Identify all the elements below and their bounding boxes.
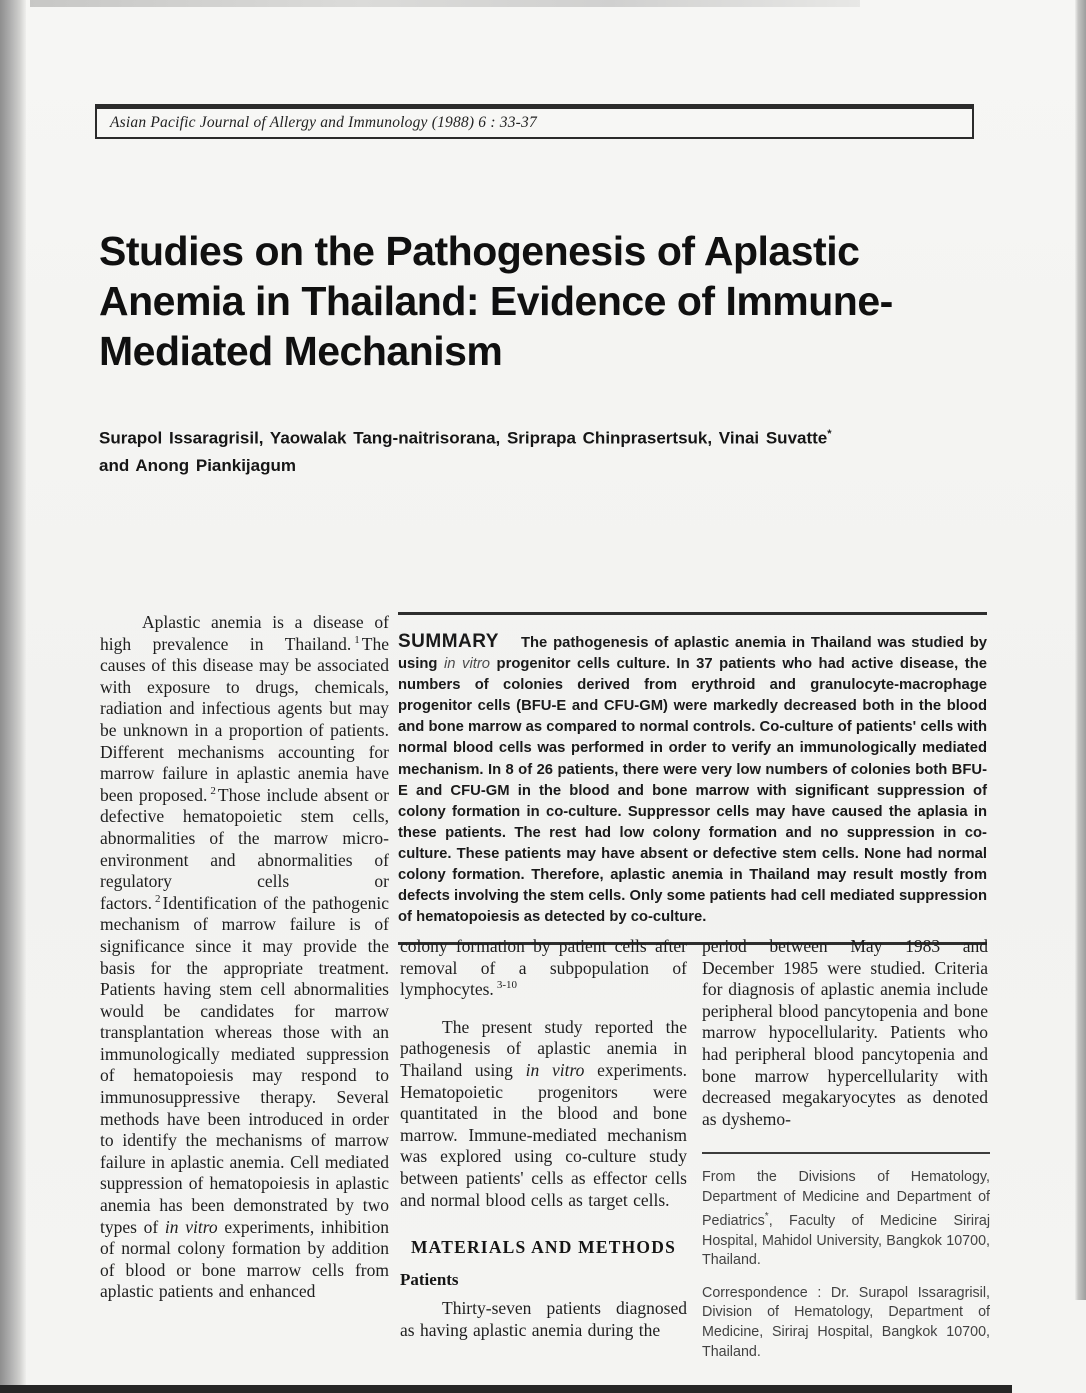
- text-segment: colony formation by patient cells after removal of a subpopulation of lymphocytes.: [400, 936, 687, 1000]
- summary-top-rule: [398, 612, 987, 615]
- authors-line-2: and Anong Piankijagum: [99, 455, 296, 475]
- summary-paragraph: [398, 631, 987, 928]
- authors-line-1: [99, 421, 989, 452]
- text-segment: From the Divisions of Hematology, Department of Medicine and Department of Pediatrics: [702, 1169, 990, 1229]
- journal-header-box: [95, 104, 974, 139]
- text-segment: The causes of this disease may be associated with exposure to drugs, chemicals, radiation and infectious agents but may be unknown in a proportion of patients. Different mechanisms accounting for marrow failure in aplastic anemia have been proposed.: [100, 633, 389, 805]
- footnotes-block: [702, 1152, 990, 1375]
- patients-paragraph: Thirty-seven patients diagnosed as having aplastic anemia during the: [400, 1298, 687, 1340]
- text-segment: Those include absent or defective hematopoietic stem cells, abnormalities of the marrow micro-environment and abnormalities of regulatory cells or factors.: [100, 784, 389, 913]
- affiliation-footnote: [702, 1168, 990, 1271]
- italic-term: in vitro: [444, 656, 491, 673]
- scan-artifact-top-edge: [30, 0, 860, 7]
- paper-title: [99, 226, 989, 376]
- middle-column: [400, 936, 687, 1357]
- italic-term: in vitro: [164, 1216, 218, 1237]
- introduction-paragraph: [100, 612, 389, 1303]
- continuation-paragraph: [400, 936, 687, 1001]
- scan-artifact-left-edge: [0, 0, 26, 1393]
- correspondence-footnote: Correspondence : Dr. Surapol Issaragrisil, Division of Hematology, Department of Medicine, Siriraj Hospital, Bangkok 10700, Thailand.: [702, 1284, 990, 1360]
- text-segment: The present study reported the pathogenesis of aplastic anemia in Thailand using: [400, 1016, 687, 1080]
- citation-ref-2: 2: [210, 784, 216, 797]
- title-line-3: Mediated Mechanism: [99, 328, 503, 374]
- text-segment: experiments. Hematopoietic progenitors were quantitated in the blood and bone marrow. Immune-mediated mechanism was explored using co-culture study between patients' cells as effector cells and normal blood cells as target cells.: [400, 1059, 688, 1210]
- text-segment: experiments, inhibition of normal colony formation by addition of blood or bone marrow cells from aplastic patients and enhanced: [100, 1216, 389, 1302]
- text-segment: Identification of the pathogenic mechanism of marrow failure is of significance since it may provide the basis for the appropriate treatment. Patients having stem cell abnormalities would be candidates for marrow transplantation whereas those with an immunologically mediated suppression of hematopoiesis may respond to immunosuppressive therapy. Several methods have been introduced in order to identify the mechanisms of marrow failure in aplastic anemia. Cell mediated suppression of hematopoiesis in aplastic anemia has been demonstrated by two types of: [100, 892, 389, 1237]
- scan-artifact-bottom-edge: [0, 1385, 1012, 1393]
- present-study-paragraph: [400, 1017, 687, 1211]
- authors-block: [99, 421, 989, 479]
- text-segment: , Faculty of Medicine Siriraj Hospital, Mahidol University, Bangkok 10700, Thailand.: [702, 1212, 990, 1269]
- scan-artifact-right-edge: [1075, 0, 1086, 1300]
- citation-ref-3-10: 3-10: [496, 979, 517, 992]
- text-segment: Aplastic anemia is a disease of high prevalence in Thailand.: [100, 612, 389, 654]
- criteria-paragraph: period between May 1983 and December 1985 were studied. Criteria for diagnosis of aplastic anemia include peripheral blood pancytopenia and bone marrow hypocellularity. Patients who had peripheral blood pancytopenia and bone marrow hypercellularity with decreased megakaryocytes as denoted as dyshemo-: [702, 936, 988, 1129]
- patients-subheading: Patients: [400, 1270, 459, 1290]
- journal-citation: Asian Pacific Journal of Allergy and Immunology (1988) 6 : 33-37: [110, 114, 537, 131]
- italic-term: in vitro: [525, 1059, 585, 1080]
- text-segment: progenitor cells culture. In 37 patients who had active disease, the numbers of colonies derived from erythroid and granulocyte-macrophage progenitor cells (BFU-E and CFU-GM) were markedly decreased both in the blood and bone marrow as compared to normal controls. Co-culture of patients' cells with normal blood cells was performed in order to verify an immunologically mediated mechanism. In 8 of 26 patients, there were very low numbers of colonies both BFU-E and CFU-GM in the blood and bone marrow with significant suppression of colony formation in co-culture. Suppressor cells may have caused the aplasia in these patients. The rest had low colony formation and no suppression in co-culture. These patients may have absent or defective stem cells. None had normal colony formation. Therefore, aplastic anemia in Thailand may result mostly from defects involving the stem cells. Only some patients had cell mediated suppression of hematopoiesis as detected by co-culture.: [398, 656, 987, 926]
- summary-label: SUMMARY: [398, 631, 499, 652]
- summary-section: [398, 612, 987, 945]
- affiliation-asterisk: *: [764, 1211, 769, 1223]
- author-asterisk: *: [827, 428, 832, 440]
- left-column: [100, 612, 389, 1319]
- title-line-1: Studies on the Pathogenesis of Aplastic: [99, 228, 860, 274]
- citation-ref-2b: 2: [155, 892, 161, 905]
- title-line-2: Anemia in Thailand: Evidence of Immune-: [99, 278, 893, 324]
- citation-ref-1: 1: [354, 633, 360, 646]
- materials-and-methods-heading: MATERIALS AND METHODS: [410, 1237, 677, 1258]
- footnote-divider: [702, 1152, 990, 1154]
- right-column: [702, 936, 988, 1146]
- authors-names: Surapol Issaragrisil, Yaowalak Tang-naitrisorana, Sriprapa Chinprasertsuk, Vinai Suvatte: [99, 428, 828, 448]
- text-segment: The pathogenesis of aplastic anemia in Thailand was studied by using: [398, 635, 987, 673]
